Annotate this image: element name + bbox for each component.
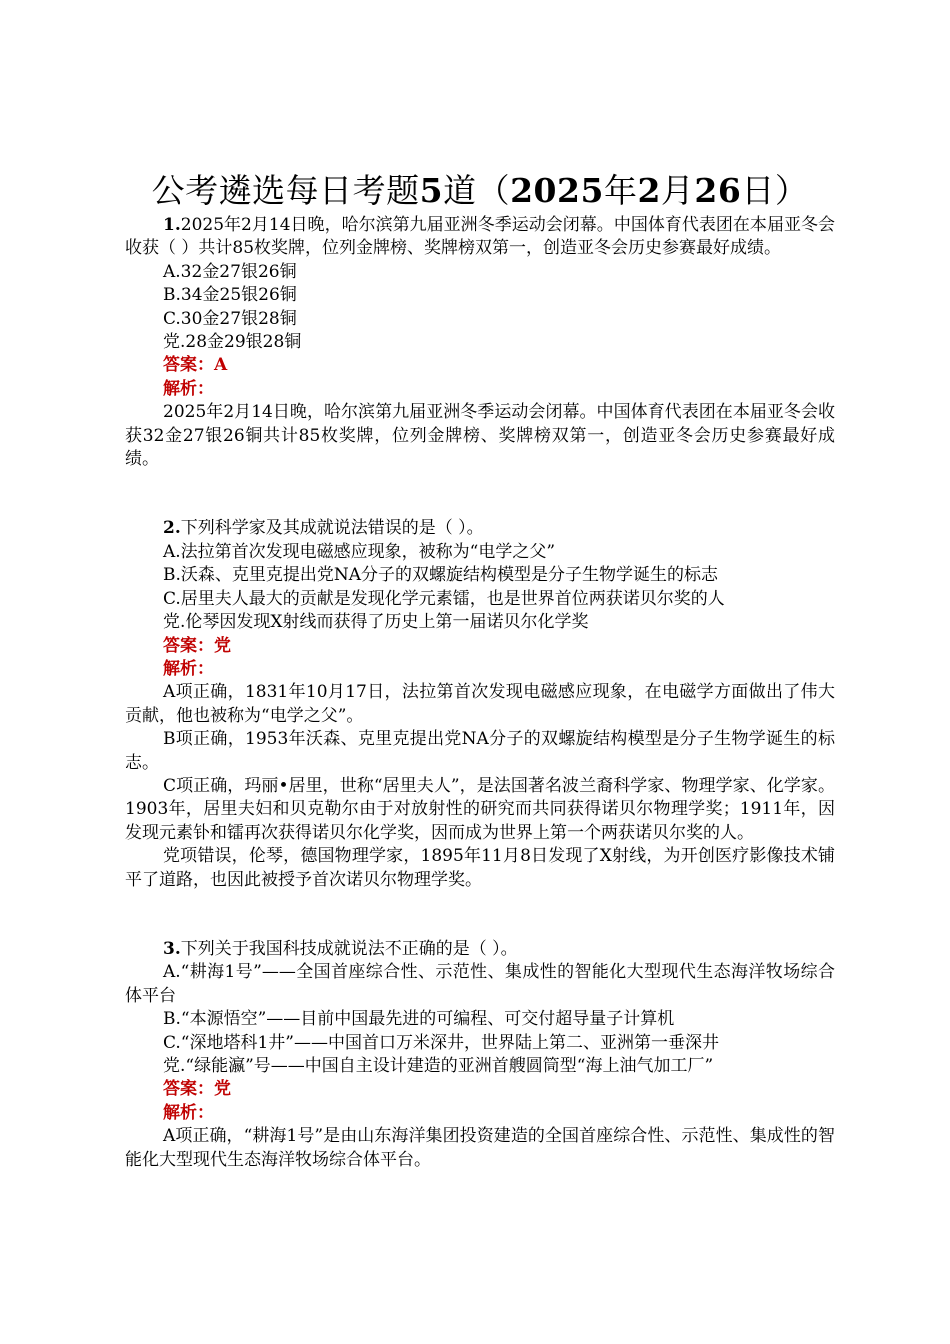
title-nian: 年 [603,171,638,210]
question-number: 3. [163,938,181,959]
page-title [125,168,835,214]
answer-label: 答案：A [163,355,228,376]
option-d: 党.28金29银28铜 [163,332,302,353]
explanation-label: 解析： [163,378,214,399]
question-number: 2. [163,518,181,539]
question-stem [125,938,835,961]
option-d: 党.“绿能瀛”号——中国自主设计建造的亚洲首艘圆筒型“海上油气加工厂” [163,1056,714,1076]
question-number: 1. [163,215,181,235]
explanation-paragraph: A项正确，1831年10月17日，法拉第首次发现电磁感应现象，在电磁学方面做出了伟大贡献，他也被称为“电学之父”。 [125,682,835,726]
question-stem [125,517,835,540]
document-page [125,168,835,1172]
question-3 [125,938,835,1172]
title-prefix: 公考遴选每日考题 [151,171,420,210]
option-d: 党.伦琴因发现X射线而获得了历史上第一届诺贝尔化学奖 [163,612,589,633]
question-text: 下列科学家及其成就说法错误的是（ ）。 [180,518,484,539]
option-a: A.法拉第首次发现电磁感应现象，被称为“电学之父” [163,541,556,562]
spacer [125,892,835,938]
title-ri: 日） [741,171,809,210]
title-month: 2 [637,171,661,210]
explanation-paragraph: 2025年2月14日晚，哈尔滨第九届亚洲冬季运动会闭幕。中国体育代表团在本届亚冬会收获32金27银26铜共计85枚奖牌，位列金牌榜、奖牌榜双第一，创造亚冬会历史参赛最好成绩。 [125,402,835,470]
answer-label: 答案：党 [163,1079,231,1100]
title-day: 26 [694,171,742,210]
question-1 [125,214,835,471]
option-b: B.34金25银26铜 [163,285,297,306]
title-count: 5 [419,171,444,210]
question-text: 2025年2月14日晚，哈尔滨第九届亚洲冬季运动会闭幕。中国体育代表团在本届亚冬会收获（ ）共计85枚奖牌，位列金牌榜、奖牌榜双第一，创造亚冬会历史参赛最好成绩。 [125,215,835,259]
explanation-label: 解析： [163,1102,214,1123]
explanation-label: 解析： [163,658,214,679]
spacer [125,471,835,517]
answer-label: 答案：党 [163,635,231,656]
question-text: 下列关于我国科技成就说法不正确的是（ ）。 [180,938,518,959]
title-year: 2025 [510,171,604,210]
question-stem [125,214,835,261]
option-c: C.居里夫人最大的贡献是发现化学元素镭，也是世界首位两获诺贝尔奖的人 [163,588,725,609]
option-c: C.“深地塔科1井”——中国首口万米深井，世界陆上第二、亚洲第一垂深井 [163,1032,720,1053]
explanation-paragraph: 党项错误，伦琴，德国物理学家，1895年11月8日发现了X射线，为开创医疗影像技术铺平了道路，也因此被授予首次诺贝尔物理学奖。 [125,846,835,890]
explanation-paragraph: A项正确，“耕海1号”是由山东海洋集团投资建造的全国首座综合性、示范性、集成性的智能化大型现代生态海洋牧场综合体平台。 [125,1126,835,1170]
option-c: C.30金27银28铜 [163,308,297,329]
option-b: B.沃森、克里克提出党NA分子的双螺旋结构模型是分子生物学诞生的标志 [163,565,719,586]
option-a: A.32金27银26铜 [163,261,297,282]
option-b: B.“本源悟空”——目前中国最先进的可编程、可交付超导量子计算机 [163,1009,675,1030]
option-a: A.“耕海1号”——全国首座综合性、示范性、集成性的智能化大型现代生态海洋牧场综合体平台 [125,962,835,1006]
question-2 [125,517,835,892]
title-yue: 月 [660,171,695,210]
explanation-paragraph: C项正确，玛丽•居里，世称“居里夫人”，是法国著名波兰裔科学家、物理学家、化学家。1903年，居里夫妇和贝克勒尔由于对放射性的研究而共同获得诺贝尔物理学奖；1911年，因发现元素钋和镭再次获得诺贝尔化学奖，因而成为世界上第一个两获诺贝尔奖的人。 [125,775,835,843]
explanation-paragraph: B项正确，1953年沃森、克里克提出党NA分子的双螺旋结构模型是分子生物学诞生的标志。 [125,729,835,773]
title-dao: 道（ [443,171,511,210]
